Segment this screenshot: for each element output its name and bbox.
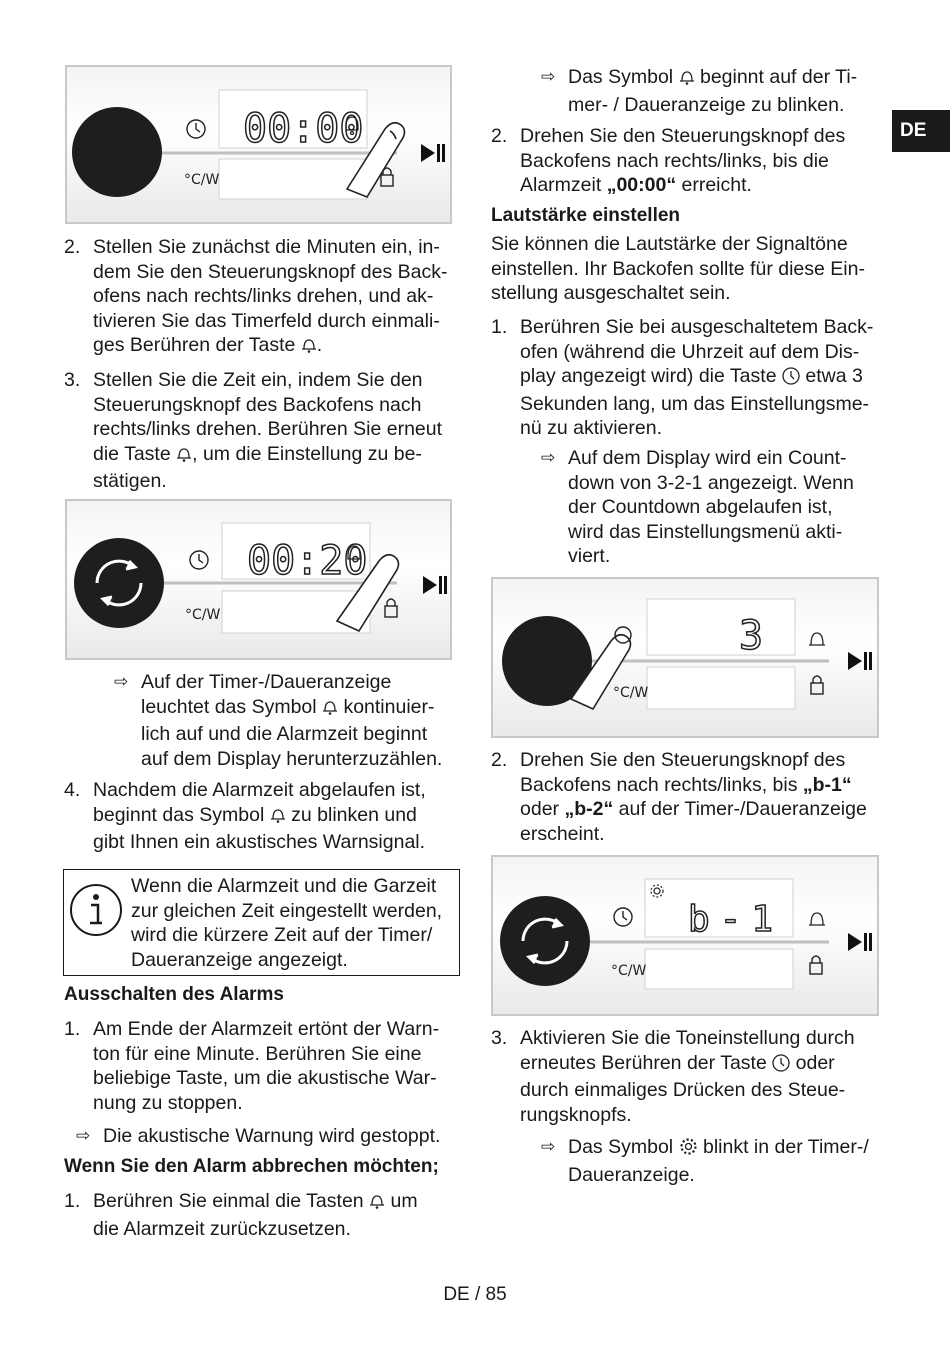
clock-icon [190, 551, 208, 569]
list-item: 3. Aktivieren Sie die Toneinstellung durch erneutes Berühren der Taste oder durch einmaliges Drücken des Steue- rungsknopfs. [491, 1027, 855, 1126]
lower-display-box [219, 159, 367, 199]
intro-paragraph: Sie können die Lautstärke der Signaltöne einstellen. Ihr Backofen sollte für diese Ein- stellung ausgeschaltet sein. [491, 233, 865, 304]
temp-label: °C/W [184, 172, 220, 188]
result-item: ⇨ Das Symbol blinkt in der Timer-/ Daueranzeige. [541, 1136, 869, 1186]
control-knob [500, 896, 590, 986]
info-note: Wenn die Alarmzeit und die Garzeit zur gleichen Zeit eingestellt werden, wird die kürzere Zeit auf der Timer/ Daueranzeige angezeigt. [63, 869, 460, 976]
oven-panel-1 [65, 65, 452, 224]
result-item: ⇨ Auf der Timer-/Daueranzeige leuchtet das Symbol kontinuier- lich auf und die Alarmzeit beginnt auf dem Display herunterzuzählen. [114, 671, 443, 770]
lock-icon [811, 676, 823, 694]
display-digits: b-1 [688, 899, 784, 940]
section-heading: Ausschalten des Alarms [64, 984, 284, 1005]
play-pause-icon [848, 652, 872, 670]
play-pause-icon [848, 933, 872, 951]
section-heading: Wenn Sie den Alarm abbrechen möchten; [64, 1156, 439, 1177]
list-item: 1. Berühren Sie einmal die Tasten um die Alarmzeit zurückzusetzen. [64, 1190, 418, 1240]
result-item: ⇨ Die akustische Warnung wird gestoppt. [76, 1125, 441, 1147]
oven-panel-4 [491, 855, 879, 1016]
bell-icon [809, 913, 825, 925]
display-digits: 00:00 [243, 106, 364, 152]
clock-icon [782, 367, 800, 392]
clock-icon [187, 120, 205, 138]
bell-icon [176, 445, 192, 470]
temp-label: °C/W [611, 963, 647, 979]
clock-icon [614, 908, 632, 926]
list-item: 4. Nachdem die Alarmzeit abgelaufen ist, beginnt das Symbol zu blinken und gibt Ihnen ein akustisches Warnsignal. [64, 779, 426, 853]
control-knob [74, 538, 164, 628]
bell-icon [809, 633, 825, 645]
list-item: 1. Am Ende der Alarmzeit ertönt der Warn- ton für eine Minute. Berühren Sie eine beliebige Taste, um die akustische War- nung zu stoppen. [64, 1018, 440, 1114]
bell-icon [679, 68, 695, 93]
bell-icon [270, 806, 286, 831]
page-footer: DE / 85 [443, 1284, 507, 1305]
lower-display-box [647, 667, 795, 709]
list-item: 1. Berühren Sie bei ausgeschaltetem Back- ofen (während die Uhrzeit auf dem Dis- play angezeigt wird) die Taste etwa 3 Sekunden lang, um das Einstellungsme- nü zu aktivieren. [491, 316, 874, 439]
lock-icon [385, 599, 397, 617]
temp-label: °C/W [185, 607, 221, 623]
oven-panel-3 [491, 577, 879, 738]
display-digits: 3 [739, 613, 764, 659]
list-item: 2. Drehen Sie den Steuerungsknopf des Backofens nach rechts/links, bis die Alarmzeit „00:00“ erreicht. [491, 125, 846, 196]
lock-icon [381, 168, 393, 186]
timer-display-box [647, 599, 795, 655]
play-pause-icon [423, 576, 447, 594]
bell-icon [301, 336, 317, 361]
list-item: 3. Stellen Sie die Zeit ein, indem Sie den Steuerungsknopf des Backofens nach rechts/links drehen. Berühren Sie erneut die Taste , um die Einstellung zu be- stätigen. [64, 369, 443, 492]
lock-icon [810, 956, 822, 974]
section-heading: Lautstärke einstellen [491, 205, 681, 226]
bell-icon [322, 698, 338, 723]
clock-icon [772, 1054, 790, 1079]
language-tab: DE [892, 110, 950, 152]
list-item: 2. Drehen Sie den Steuerungsknopf des Backofens nach rechts/links, bis „b-1“ oder „b-2“ auf der Timer-/Daueranzeige erscheint. [491, 749, 867, 845]
result-item: ⇨ Das Symbol beginnt auf der Ti- mer- / Daueranzeige zu blinken. [541, 66, 858, 116]
gear-icon [679, 1137, 698, 1163]
oven-panel-2 [65, 499, 452, 660]
display-digits: 00:20 [247, 538, 368, 584]
info-icon [68, 882, 124, 938]
play-pause-icon [421, 144, 445, 162]
control-knob [72, 107, 162, 197]
bell-icon [369, 1192, 385, 1217]
temp-label: °C/W [613, 685, 649, 701]
result-item: ⇨ Auf dem Display wird ein Count- down von 3-2-1 angezeigt. Wenn der Countdown abgelaufen ist, wird das Einstellungsmenü akti- viert. [541, 447, 854, 567]
lower-display-box [645, 949, 793, 989]
list-item: 2. Stellen Sie zunächst die Minuten ein, in- dem Sie den Steuerungsknopf des Back- ofens nach rechts/links drehen, und ak- tivieren Sie das Timerfeld durch einmali- ges Berühren der Taste . [64, 235, 493, 361]
